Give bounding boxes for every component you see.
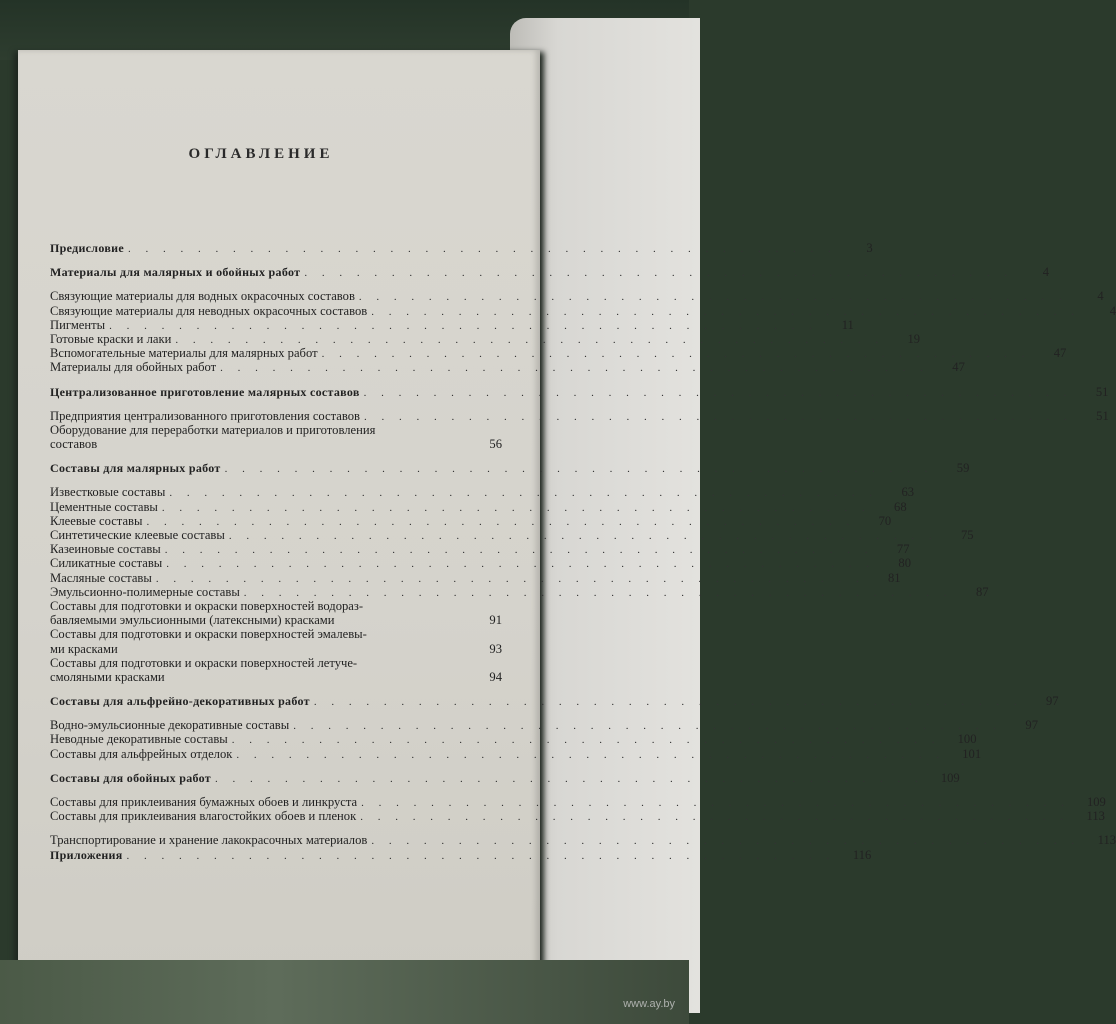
toc-gap xyxy=(50,761,502,771)
toc-entry-page: 11 xyxy=(841,317,854,332)
toc-entry-label: Неводные декоративные составы xyxy=(50,732,228,747)
toc-entry-label: Готовые краски и лаки xyxy=(50,331,172,346)
toc-gap xyxy=(50,785,502,795)
toc-entry-page: 101 xyxy=(962,746,982,761)
toc-entry-label: Составы для приклеивания влагостойких обоев и пленок xyxy=(50,809,357,824)
toc-leader-dots: . . . . . . . . . . . . . . . . . . . . . . . . . . . . . . . . . . . . . . . . . xyxy=(371,305,1080,318)
toc-entry xyxy=(50,599,502,613)
toc-entry xyxy=(50,795,1106,809)
toc-leader-dots: . . . . . . . . . . . . . . . . . . . . . . . . . . . . . . . . . . . . . . . . . xyxy=(155,572,865,585)
toc-entry-label: Составы для обойных работ xyxy=(50,770,211,785)
toc-entry-page: 91 xyxy=(489,613,502,628)
watermark: www.ay.by xyxy=(623,998,675,1010)
toc-entry-label: Предисловие xyxy=(50,241,124,255)
toc-leader-dots: . . . . . . . . . . . . . . . . . . . . . . . . . . . . . . . . . . . . . . . . . xyxy=(169,487,879,500)
toc-entry-label: Материалы для малярных и обойных работ xyxy=(50,265,301,280)
toc-entry-label: Составы для подготовки и окраски поверхностей эмалевы- xyxy=(50,627,367,642)
toc-entry xyxy=(50,303,1116,318)
toc-entry xyxy=(50,670,502,684)
toc-entry-page: 4 xyxy=(1109,303,1116,318)
toc-leader-dots: . . . . . . . . . . . . . . . . . . . . . . . . . . . . . . . . . . . . . . . . . xyxy=(175,333,885,346)
toc-entry-page: 59 xyxy=(956,461,970,476)
toc-leader-dots: . . . . . . . . . . . . . . . . . . . . . . . . . . . . . . . . . . . . . . . . . xyxy=(224,463,934,476)
toc-leader-dots: . . . . . . . . . . . . . . . . . . . . . . . . . . . . . . . . . . . . . . . . . xyxy=(164,544,874,557)
toc-entry-page: 70 xyxy=(878,513,892,528)
toc-entry-label: Составы для альфрейных отделок xyxy=(50,746,233,761)
toc-entry-label: Масляные составы xyxy=(50,570,152,585)
toc-entry-label: Клеевые составы xyxy=(50,513,143,528)
toc-section-heading xyxy=(50,384,1109,399)
toc-entry-label: Связующие материалы для водных окрасочных составов xyxy=(50,289,355,304)
toc-entry-label: ми красками xyxy=(50,641,118,656)
toc-entry-label: Составы для альфрейно-декоративных работ xyxy=(50,694,310,709)
toc-leader-dots: . . . . . . . . . . . . . . . . . . . . . . . . . . . . . . . . . . . . . . . . . xyxy=(220,362,929,375)
toc-entry-label: Цементные составы xyxy=(50,499,158,514)
toc-entry-page: 63 xyxy=(901,485,915,500)
toc-entry xyxy=(50,528,974,542)
toc-leader-dots: . . . . . . . . . . . . . . . . . . . . . . . . . . . . . . . . . . . . . . . . . xyxy=(360,811,1069,824)
toc-entry-label: бавляемыми эмульсионными (латексными) красками xyxy=(50,613,335,628)
toc-entry-label: Связующие материалы для неводных окрасочных составов xyxy=(50,303,368,318)
toc-gap xyxy=(50,399,502,409)
toc-entry-label: Казеиновые составы xyxy=(50,542,161,557)
toc-leader-dots: . . . . . . . . . . . . . . . . . . . . . . . . . . . . . . . . . . . . . . . . . xyxy=(161,501,871,514)
page-title: ОГЛАВЛЕНИЕ xyxy=(188,146,334,162)
toc-entry-page: 87 xyxy=(975,584,989,599)
toc-entry xyxy=(50,499,907,514)
toc-entry-page: 51 xyxy=(1095,384,1109,399)
toc-leader-dots: . . . . . . . . . . . . . . . . . . . . . . . . . . . . . . . . . . . . . . . . . xyxy=(126,849,836,862)
toc-leader-dots: . . . . . . . . . . . . . . . . . . . . . . . . . . . . . . . . . . . . . . . . . xyxy=(236,748,946,761)
toc-entry xyxy=(50,718,1038,733)
toc-entry xyxy=(50,346,1067,361)
toc-section-heading xyxy=(50,241,873,255)
toc-entry-page: 116 xyxy=(852,847,872,862)
toc-entry xyxy=(50,570,901,585)
toc-entry xyxy=(50,331,921,346)
toc-entry-label: Синтетические клеевые составы xyxy=(50,528,225,542)
toc-entry-page: 47 xyxy=(1053,346,1067,361)
toc-leader-dots: . . . . . . . . . . . . . . . . . . . . . . . . . . . . . . . . . . . . . . . . . xyxy=(363,386,1073,399)
toc-section-heading xyxy=(50,770,960,785)
toc-entry xyxy=(50,437,502,451)
toc-leader-dots: . . . . . . . . . . . . . . . . . . . . . . . . . . . . . . . . . . . . . . . . . xyxy=(146,515,856,528)
toc-entry-label: Составы для приклеивания бумажных обоев и линкруста xyxy=(50,795,358,809)
toc-entry-page: 4 xyxy=(1042,265,1050,280)
toc-entry-page: 93 xyxy=(489,641,502,656)
toc-entry-page: 68 xyxy=(894,499,907,514)
toc-entry xyxy=(50,642,502,656)
toc-entry-page: 94 xyxy=(489,669,502,684)
toc-entry-page: 81 xyxy=(888,570,901,585)
toc-leader-dots: . . . . . . . . . . . . . . . . . . . . . . . . . . . . . . . . . . . . . . . . . xyxy=(358,291,1068,304)
toc-entry-page: 97 xyxy=(1045,694,1059,709)
toc-entry xyxy=(50,408,1109,423)
toc-leader-dots: . . . . . . . . . . . . . . . . . . . . . . . . . . . . . . . . . . . . . . . . . xyxy=(304,267,1014,280)
toc-entry-label: Вспомогательные материалы для малярных работ xyxy=(50,346,318,361)
toc-entry xyxy=(50,732,977,747)
toc-leader-dots: . . . . . . . . . . . . . . . . . . . . . . . . . . . . . . . . . . . . . . . . . xyxy=(214,772,924,785)
toc-entry-label: Водно-эмульсионные декоративные составы xyxy=(50,718,290,733)
toc-entry xyxy=(50,317,854,332)
toc-entry-page: 109 xyxy=(940,770,960,785)
toc-gap xyxy=(50,279,502,289)
toc-entry-page: 75 xyxy=(960,528,974,542)
toc-gap xyxy=(50,475,502,485)
toc-leader-dots: . . . . . . . . . . . . . . . . . . . . . . . . . . . . . . . . . . . . . . . . . xyxy=(127,243,837,255)
toc-leader-dots: . . . . . . . . . . . . . . . . . . . . . . . . . . . . . . . . . . . . . . . . . xyxy=(109,319,818,332)
toc-leader-dots: . . . . . . . . . . . . . . . . . . . . . . . . . . . . . . . . . . . . . . . . . xyxy=(166,558,875,571)
toc-entry-label: Приложения xyxy=(50,847,123,862)
toc-entry-label: Материалы для обойных работ xyxy=(50,360,217,375)
toc-entry-page: 77 xyxy=(896,542,910,557)
toc-section-heading xyxy=(50,694,1059,709)
toc-gap xyxy=(50,684,502,694)
toc-entry xyxy=(50,556,911,571)
table-of-contents xyxy=(50,241,1116,862)
toc-entry-page: 4 xyxy=(1097,289,1104,304)
toc-leader-dots: . . . . . . . . . . . . . . . . . . . . . . . . . . . . . . . . . . . . . . . . . xyxy=(293,720,1002,733)
toc-section-heading xyxy=(50,265,1050,280)
toc-entry xyxy=(50,289,1104,304)
toc-entry-page: 3 xyxy=(866,241,873,255)
toc-entry-page: 113 xyxy=(1086,809,1105,824)
toc-entry xyxy=(50,656,502,670)
toc-entry-label: Транспортирование и хранение лакокрасочных материалов xyxy=(50,833,368,848)
toc-entry-page: 19 xyxy=(907,331,921,346)
toc-entry-page: 109 xyxy=(1086,795,1106,809)
toc-entry xyxy=(50,833,1116,848)
toc-entry-label: Пигменты xyxy=(50,317,106,332)
toc-entry xyxy=(50,423,502,437)
toc-entry-label: Предприятия централизованного приготовления составов xyxy=(50,408,360,423)
toc-entry-label: Силикатные составы xyxy=(50,556,163,571)
toc-entry xyxy=(50,613,502,627)
toc-gap xyxy=(50,451,502,461)
toc-entry-page: 56 xyxy=(489,437,502,452)
toc-leader-dots: . . . . . . . . . . . . . . . . . . . . . . . . . . . . . . . . . . . . . . . . . xyxy=(371,835,1081,848)
toc-entry-label: Известковые составы xyxy=(50,485,166,500)
toc-entry xyxy=(50,485,915,500)
toc-section-heading xyxy=(50,461,970,476)
toc-entry-page: 97 xyxy=(1025,718,1038,733)
toc-leader-dots: . . . . . . . . . . . . . . . . . . . . . . . . . . . . . . . . . . . . . . . . . xyxy=(361,797,1070,809)
toc-entry-label: составов xyxy=(50,437,98,452)
toc-entry xyxy=(50,513,892,528)
toc-entry-page: 47 xyxy=(952,360,965,375)
toc-entry-label: Централизованное приготовление малярных составов xyxy=(50,384,360,399)
toc-gap xyxy=(50,823,502,833)
toc-leader-dots: . . . . . . . . . . . . . . . . . . . . . . . . . . . . . . . . . . . . . . . . . xyxy=(313,696,1023,709)
toc-entry xyxy=(50,542,910,557)
toc-entry xyxy=(50,584,989,599)
toc-entry xyxy=(50,627,502,641)
toc-entry-label: Составы для подготовки и окраски поверхностей летуче- xyxy=(50,655,358,670)
toc-entry-page: 51 xyxy=(1096,408,1109,423)
toc-leader-dots: . . . . . . . . . . . . . . . . . . . . . . . . . . . . . . . . . . . . . . . . . xyxy=(363,410,1073,423)
toc-gap xyxy=(50,708,502,718)
toc-entry xyxy=(50,360,965,375)
toc-entry-label: Эмульсионно-полимерные составы xyxy=(50,584,240,599)
toc-entry-label: Оборудование для переработки материалов и приготовления xyxy=(50,422,376,437)
toc-gap xyxy=(50,255,502,265)
toc-leader-dots: . . . . . . . . . . . . . . . . . . . . . . . . . . . . . . . . . . . . . . . . . xyxy=(243,586,953,599)
toc-gap xyxy=(50,375,502,385)
background-bottom xyxy=(0,960,689,1024)
toc-leader-dots: . . . . . . . . . . . . . . . . . . . . . . . . . . . . . . . . . . . . . . . . . xyxy=(231,734,941,747)
toc-entry-page: 80 xyxy=(898,556,911,571)
toc-section-heading xyxy=(50,847,872,862)
toc-entry-label: Составы для малярных работ xyxy=(50,461,221,476)
toc-entry-label: смоляными красками xyxy=(50,669,165,684)
toc-entry-label: Составы для подготовки и окраски поверхностей водораз- xyxy=(50,598,364,613)
toc-leader-dots: . . . . . . . . . . . . . . . . . . . . . . . . . . . . . . . . . . . . . . . . . xyxy=(228,530,938,542)
toc-leader-dots: . . . . . . . . . . . . . . . . . . . . . . . . . . . . . . . . . . . . . . . . . xyxy=(321,348,1031,361)
toc-entry-page: 113 xyxy=(1097,833,1116,848)
toc-entry-page: 100 xyxy=(957,732,977,747)
toc-entry xyxy=(50,746,982,761)
toc-entry xyxy=(50,809,1105,824)
